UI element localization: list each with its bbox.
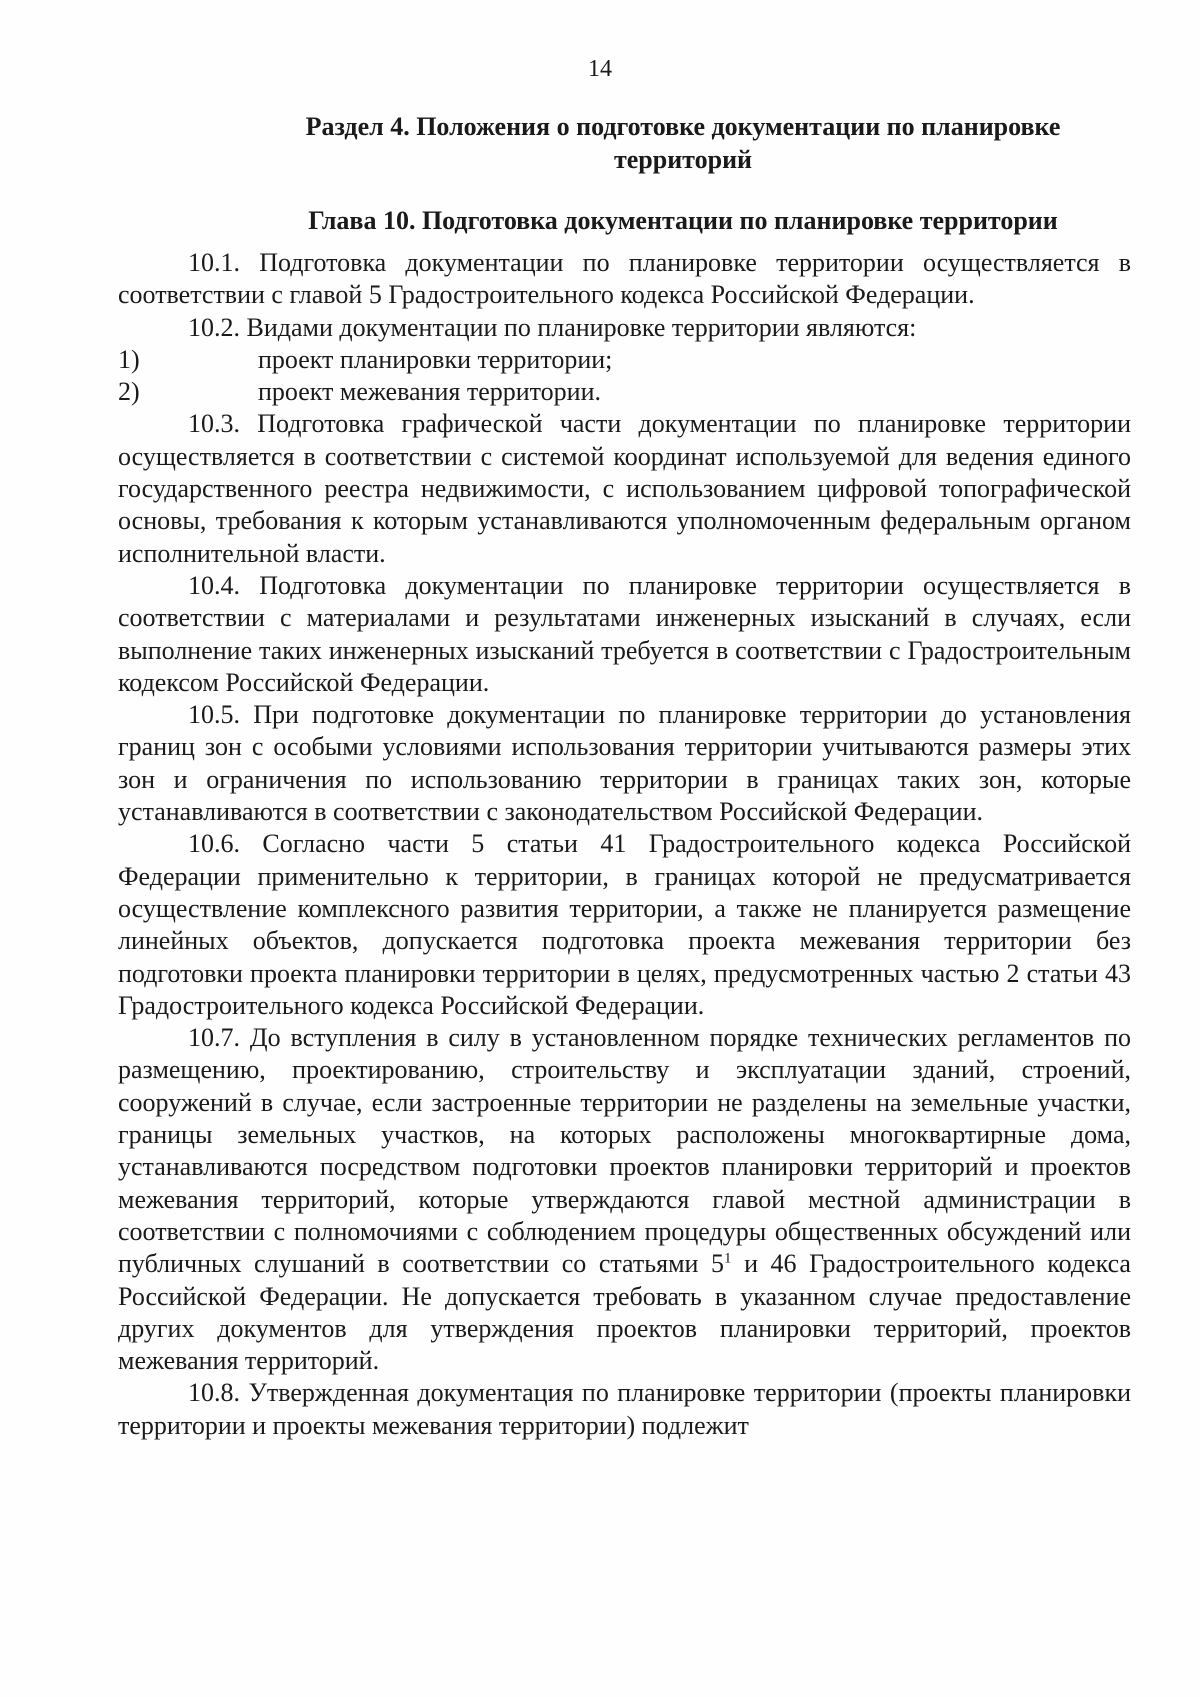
chapter-title: Глава 10. Подготовка документации по планировке территории [308,206,1058,235]
paragraph-10-7-text-end: и 46 Градостроительного кодекса Российской Федерации. Не допускается требовать в указанном случае предоставление других документов для утверждения проектов планировки территорий, проектов межевания территорий. [118,1249,1131,1376]
page-number: 14 [588,56,612,82]
paragraph-10-4: 10.4. Подготовка документации по планировке территории осуществляется в соответствии с материалами и результатами инженерных изысканий в случаях, если выполнение таких инженерных изысканий требуется в соответствии с Градостроительным кодексом Российской Федерации. [118,570,1131,697]
list-item [118,344,1131,376]
paragraph-10-8: 10.8. Утвержденная документация по планировке территории (проекты планировки территории и проекты межевания территории) подлежит [118,1378,1131,1440]
paragraph-10-7 [118,1022,1131,1377]
list-item-text: проект планировки территории; [258,344,613,374]
list-item-number: 2) [118,377,140,407]
paragraph-10-2: 10.2. Видами документации по планировке территории являются: [188,312,917,342]
list-item-text: проект межевания территории. [258,377,602,407]
superscript-marker: 1 [724,1250,732,1267]
section-title: Раздел 4. Положения о подготовке документации по планировке территорий [305,112,1061,174]
list-item-number: 1) [118,344,140,374]
list-item [118,376,1131,408]
paragraph-10-6: 10.6. Согласно части 5 статьи 41 Градостроительного кодекса Российской Федерации применительно к территории, в границах которой не предусматривается осуществление комплексного развития территории, а также не планируется размещение линейных объектов, допускается подготовка проекта межевания территории без подготовки проекта планировки территории в целях, предусмотренных частью 2 статьи 43 Градостроительного кодекса Российской Федерации. [118,829,1131,1020]
paragraph-10-5: 10.5. При подготовке документации по планировке территории до установления границ зон с особыми условиями использования территории учитываются размеры этих зон и ограничения по использованию территории в границах таких зон, которые устанавливаются в соответствии с законодательством Российской Федерации. [118,700,1131,827]
paragraph-10-3: 10.3. Подготовка графической части документации по планировке территории осуществляется в соответствии с системой координат используемой для ведения единого государственного реестра недвижимости, с использованием цифровой топографической основы, требования к которым устанавливаются уполномоченным федеральным органом исполнительной власти. [118,409,1131,568]
paragraph-10-7-text-start: 10.7. До вступления в силу в установленном порядке технических регламентов по размещению, проектированию, строительству и эксплуатации зданий, строений, сооружений в случае, если застроенные территории не разделены на земельные участки, границы земельных участков, на которых расположены многоквартирные дома, устанавливаются посредством подготовки проектов планировки территорий и проектов межевания территорий, которые утверждаются главой местной администрации в соответствии с полномочиями с соблюдением процедуры общественных обсуждений или публичных слушаний в соответствии со статьями 5 [118,1023,1131,1279]
paragraph-10-1: 10.1. Подготовка документации по планировке территории осуществляется в соответствии с главой 5 Градостроительного кодекса Российской Федерации. [118,248,1131,310]
document-body [118,110,1131,1442]
